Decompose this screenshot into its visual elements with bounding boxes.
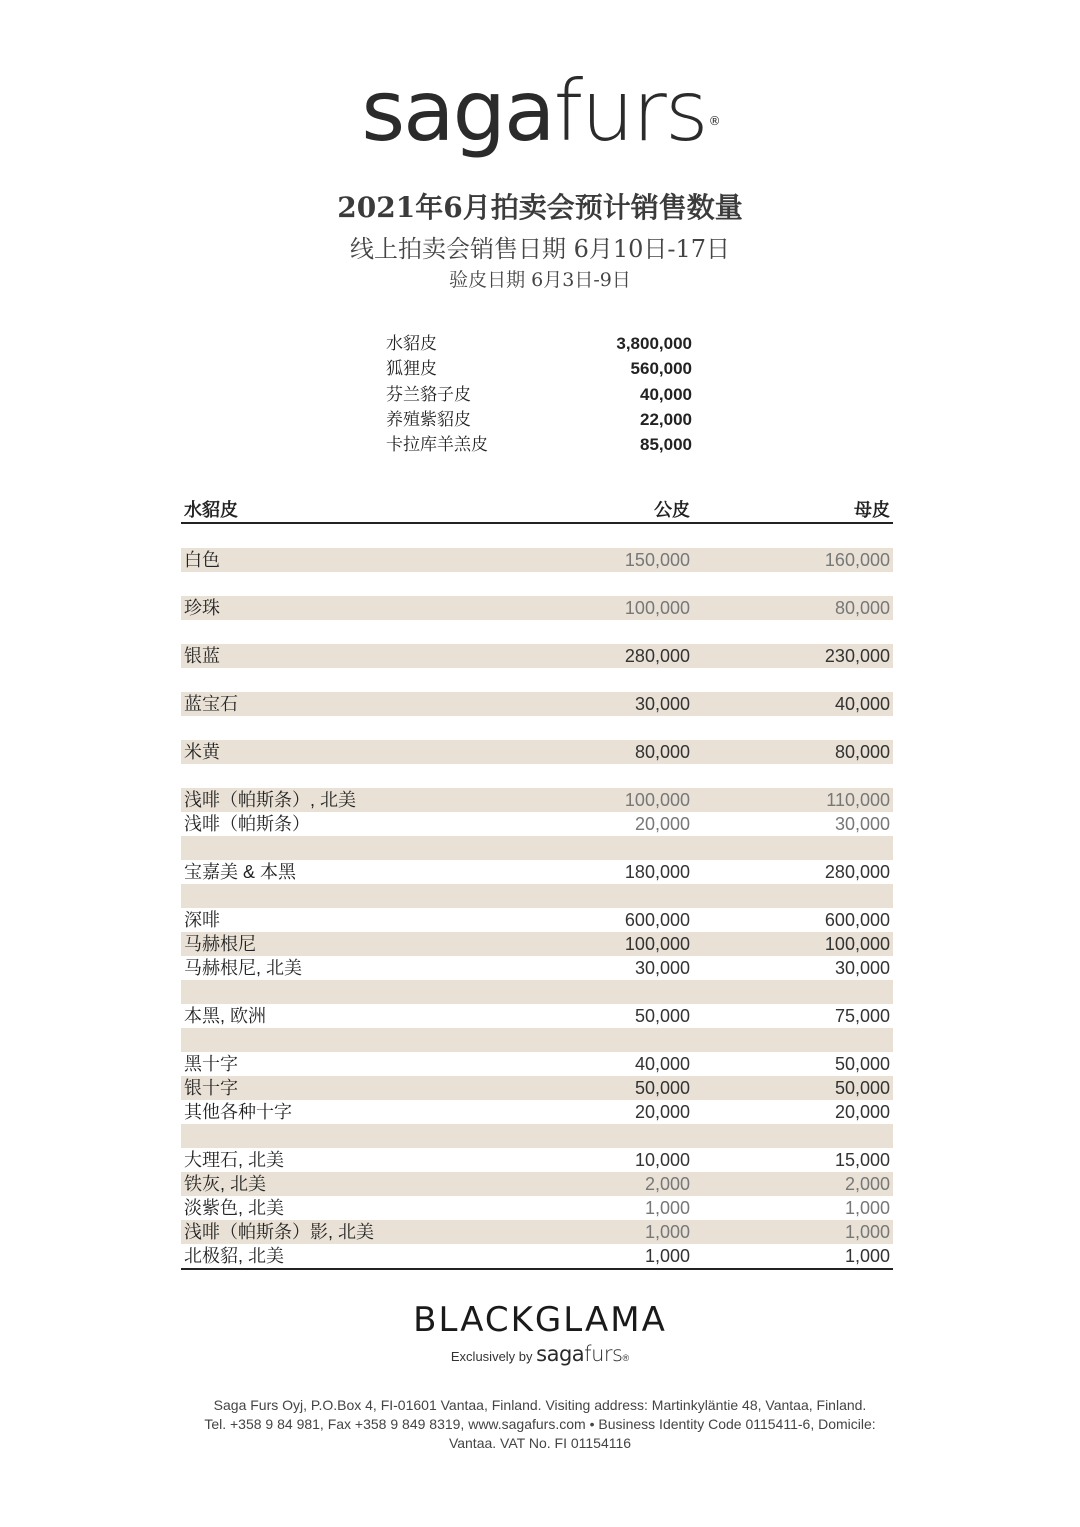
row-category: 白色 bbox=[184, 550, 220, 570]
table-spacer-row bbox=[181, 668, 893, 692]
row-category: 浅啡（帕斯条） bbox=[184, 814, 310, 834]
row-female: 1,000 bbox=[844, 1246, 890, 1266]
summary-row bbox=[386, 382, 692, 407]
mini-logo-furs: furs bbox=[584, 1342, 623, 1366]
mini-sagafurs-logo bbox=[536, 1342, 622, 1366]
row-male bbox=[520, 1124, 690, 1148]
row-female: 50,000 bbox=[834, 1054, 890, 1074]
row-category bbox=[181, 884, 520, 908]
row-male bbox=[520, 980, 690, 1004]
row-category: 淡紫色, 北美 bbox=[184, 1198, 285, 1218]
logo-saga: saga bbox=[361, 62, 554, 160]
row-male: 180,000 bbox=[624, 862, 690, 882]
row-category bbox=[181, 836, 520, 860]
table-row bbox=[181, 644, 893, 668]
sagafurs-logo bbox=[0, 62, 1080, 160]
table-row bbox=[181, 1100, 893, 1124]
row-female: 30,000 bbox=[834, 958, 890, 978]
row-male: 20,000 bbox=[634, 814, 690, 834]
row-female: 75,000 bbox=[834, 1006, 890, 1026]
table-row bbox=[181, 908, 893, 932]
exclusively-text: Exclusively by bbox=[450, 1349, 533, 1364]
row-category: 大理石, 北美 bbox=[184, 1150, 285, 1170]
row-female: 160,000 bbox=[824, 550, 890, 570]
row-female: 230,000 bbox=[824, 646, 890, 666]
row-male: 280,000 bbox=[624, 646, 690, 666]
table-spacer-row bbox=[181, 980, 893, 1004]
row-female bbox=[690, 716, 893, 740]
summary-list bbox=[386, 331, 692, 457]
table-row bbox=[181, 812, 893, 836]
row-category bbox=[181, 668, 520, 692]
row-male: 80,000 bbox=[634, 742, 690, 762]
mini-logo-saga: saga bbox=[536, 1342, 585, 1366]
summary-name: 卡拉库羊羔皮 bbox=[386, 435, 488, 455]
row-male: 40,000 bbox=[634, 1054, 690, 1074]
row-male bbox=[520, 572, 690, 596]
table-bottom-rule bbox=[181, 1268, 893, 1270]
table-row bbox=[181, 1004, 893, 1028]
table-row bbox=[181, 1052, 893, 1076]
row-category bbox=[181, 716, 520, 740]
row-female bbox=[690, 524, 893, 548]
row-male: 600,000 bbox=[624, 910, 690, 930]
table-row bbox=[181, 740, 893, 764]
row-male: 30,000 bbox=[634, 958, 690, 978]
row-male bbox=[520, 668, 690, 692]
footer-address bbox=[150, 1396, 930, 1453]
row-female: 30,000 bbox=[834, 814, 890, 834]
row-male: 1,000 bbox=[644, 1198, 690, 1218]
row-female: 50,000 bbox=[834, 1078, 890, 1098]
row-category bbox=[181, 764, 520, 788]
row-male: 100,000 bbox=[624, 934, 690, 954]
row-male bbox=[520, 1028, 690, 1052]
row-category: 米黄 bbox=[184, 742, 220, 762]
row-male bbox=[520, 716, 690, 740]
row-category bbox=[181, 524, 520, 548]
row-male: 50,000 bbox=[634, 1006, 690, 1026]
summary-value: 40,000 bbox=[640, 384, 692, 404]
row-category: 浅啡（帕斯条）影, 北美 bbox=[184, 1222, 375, 1242]
header-category: 水貂皮 bbox=[184, 500, 238, 520]
summary-row bbox=[386, 407, 692, 432]
table-spacer-row bbox=[181, 620, 893, 644]
table-row bbox=[181, 1076, 893, 1100]
table-row bbox=[181, 1172, 893, 1196]
mini-logo-registered-mark: ® bbox=[622, 1353, 630, 1363]
row-male: 2,000 bbox=[644, 1174, 690, 1194]
row-category: 黑十字 bbox=[184, 1054, 238, 1074]
row-female: 1,000 bbox=[844, 1198, 890, 1218]
summary-name: 水貂皮 bbox=[386, 334, 437, 353]
row-category bbox=[181, 572, 520, 596]
row-male: 150,000 bbox=[624, 550, 690, 570]
row-male: 20,000 bbox=[634, 1102, 690, 1122]
row-male: 100,000 bbox=[624, 790, 690, 810]
blackglama-logo: BLACKGLAMA bbox=[413, 1300, 667, 1340]
row-category: 铁灰, 北美 bbox=[184, 1174, 267, 1194]
footer-line-2: Tel. +358 9 84 981, Fax +358 9 849 8319, www.sagafurs.com • Business Identity Code 0115411-6, Domicile: bbox=[204, 1416, 876, 1432]
logo-registered-mark: ® bbox=[708, 114, 719, 128]
row-female: 80,000 bbox=[834, 742, 890, 762]
table-spacer-row bbox=[181, 572, 893, 596]
inspection-dates: 验皮日期 6月3日-9日 bbox=[449, 269, 631, 291]
row-female bbox=[690, 668, 893, 692]
table-row bbox=[181, 1196, 893, 1220]
row-female: 20,000 bbox=[834, 1102, 890, 1122]
row-category: 银十字 bbox=[184, 1078, 238, 1098]
row-category bbox=[181, 980, 520, 1004]
sale-dates: 线上拍卖会销售日期 6月10日-17日 bbox=[349, 235, 731, 263]
row-female: 40,000 bbox=[834, 694, 890, 714]
row-female bbox=[690, 572, 893, 596]
row-female bbox=[690, 980, 893, 1004]
table-row bbox=[181, 596, 893, 620]
table-spacer-row bbox=[181, 836, 893, 860]
row-category: 浅啡（帕斯条）, 北美 bbox=[184, 790, 357, 810]
row-male: 30,000 bbox=[634, 694, 690, 714]
row-female: 600,000 bbox=[824, 910, 890, 930]
row-male bbox=[520, 884, 690, 908]
mink-table bbox=[181, 498, 893, 1270]
summary-row bbox=[386, 432, 692, 457]
header-female: 母皮 bbox=[854, 500, 890, 520]
row-male bbox=[520, 764, 690, 788]
row-category: 深啡 bbox=[184, 910, 220, 930]
row-male: 50,000 bbox=[634, 1078, 690, 1098]
summary-name: 芬兰貉子皮 bbox=[386, 384, 471, 404]
row-category: 马赫根尼 bbox=[184, 934, 256, 954]
row-category: 珍珠 bbox=[184, 598, 220, 618]
row-female bbox=[690, 764, 893, 788]
summary-value: 85,000 bbox=[640, 435, 692, 455]
table-spacer-row bbox=[181, 764, 893, 788]
summary-row bbox=[386, 331, 692, 356]
row-category bbox=[181, 1028, 520, 1052]
page-title: 2021年6月拍卖会预计销售数量 bbox=[337, 191, 743, 224]
row-female: 110,000 bbox=[826, 790, 890, 810]
footer-line-1: Saga Furs Oyj, P.O.Box 4, FI-01601 Vantaa, Finland. Visiting address: Martinkyläntie 48, Vantaa, Finland. bbox=[213, 1397, 867, 1413]
row-female: 15,000 bbox=[834, 1150, 890, 1170]
row-category: 本黑, 欧洲 bbox=[184, 1006, 267, 1026]
summary-value: 3,800,000 bbox=[616, 334, 692, 353]
row-female: 2,000 bbox=[844, 1174, 890, 1194]
row-category: 北极貂, 北美 bbox=[184, 1246, 285, 1266]
row-male bbox=[520, 620, 690, 644]
row-female bbox=[690, 884, 893, 908]
row-category bbox=[181, 620, 520, 644]
table-spacer-row bbox=[181, 884, 893, 908]
summary-value: 560,000 bbox=[630, 359, 692, 379]
table-row bbox=[181, 1244, 893, 1268]
row-male: 10,000 bbox=[634, 1150, 690, 1170]
row-female: 1,000 bbox=[844, 1222, 890, 1242]
row-female bbox=[690, 1124, 893, 1148]
table-spacer-row bbox=[181, 716, 893, 740]
table-row bbox=[181, 1220, 893, 1244]
footer-line-3: Vantaa. VAT No. FI 01154116 bbox=[448, 1435, 632, 1451]
table-row bbox=[181, 692, 893, 716]
exclusively-by bbox=[0, 1342, 1080, 1366]
table-spacer-row bbox=[181, 1028, 893, 1052]
row-female bbox=[690, 836, 893, 860]
header-male: 公皮 bbox=[654, 500, 690, 520]
row-category: 银蓝 bbox=[184, 646, 220, 666]
table-header bbox=[181, 498, 893, 524]
row-category bbox=[181, 1124, 520, 1148]
summary-value: 22,000 bbox=[640, 409, 692, 429]
row-category: 其他各种十字 bbox=[184, 1102, 292, 1122]
row-category: 宝嘉美 & 本黑 bbox=[184, 862, 297, 882]
row-category: 马赫根尼, 北美 bbox=[184, 958, 303, 978]
table-row bbox=[181, 788, 893, 812]
table-row bbox=[181, 956, 893, 980]
row-male: 100,000 bbox=[624, 598, 690, 618]
table-row bbox=[181, 860, 893, 884]
row-male: 1,000 bbox=[644, 1246, 690, 1266]
row-category: 蓝宝石 bbox=[184, 694, 238, 714]
summary-name: 狐狸皮 bbox=[386, 359, 437, 379]
row-female: 80,000 bbox=[834, 598, 890, 618]
table-row bbox=[181, 548, 893, 572]
row-male bbox=[520, 524, 690, 548]
table-spacer-row bbox=[181, 1124, 893, 1148]
row-male: 1,000 bbox=[644, 1222, 690, 1242]
summary-name: 养殖紫貂皮 bbox=[386, 409, 471, 429]
row-female bbox=[690, 620, 893, 644]
table-row bbox=[181, 932, 893, 956]
table-spacer-row bbox=[181, 524, 893, 548]
row-female bbox=[690, 1028, 893, 1052]
table-body bbox=[181, 524, 893, 1268]
logo-furs: furs bbox=[553, 62, 707, 160]
table-row bbox=[181, 1148, 893, 1172]
row-male bbox=[520, 836, 690, 860]
row-female: 280,000 bbox=[824, 862, 890, 882]
summary-row bbox=[386, 356, 692, 381]
row-female: 100,000 bbox=[824, 934, 890, 954]
